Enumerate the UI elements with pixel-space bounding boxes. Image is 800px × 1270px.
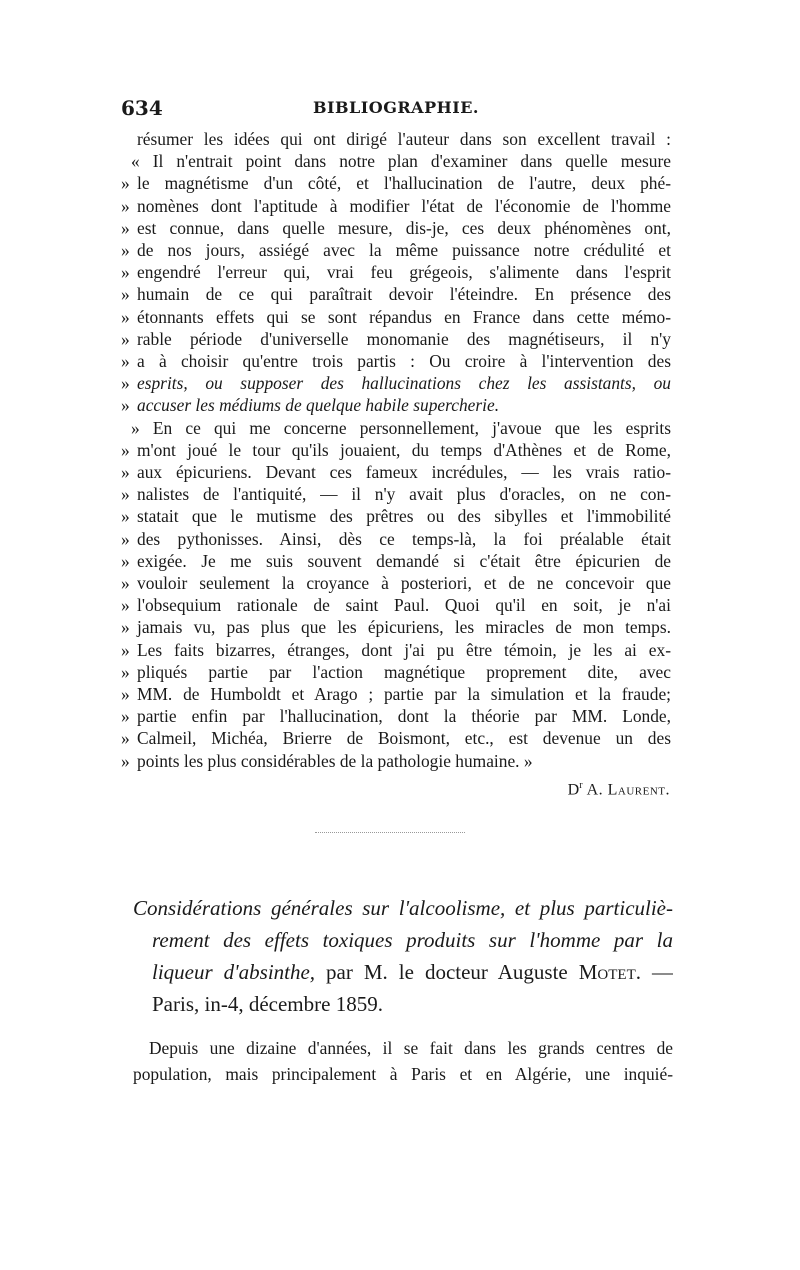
title-fragment: liqueur d'absinthe, (152, 960, 316, 984)
section-divider (315, 832, 465, 833)
title-fragment: . — (635, 960, 673, 984)
title-line (152, 957, 673, 988)
line-text: nomènes dont l'aptitude à modifier l'état de l'économie de l'homme (137, 195, 671, 216)
line-text: nalistes de l'antiquité, — il n'y avait plus d'oracles, on ne con- (137, 484, 671, 505)
text-line (121, 306, 671, 329)
line-text: l'obsequium rationale de saint Paul. Quoi qu'il en soit, je n'ai (137, 595, 671, 616)
page-header (121, 96, 671, 122)
line-text: le magnétisme d'un côté, et l'hallucination de l'autre, deux phé- (137, 173, 671, 194)
line-text: « Il n'entrait point dans notre plan d'examiner dans quelle mesure (131, 151, 671, 172)
text-line (121, 417, 671, 440)
text-line (121, 217, 671, 240)
text-line (121, 150, 671, 173)
title-fragment: Paris, in-4, décembre 1859. (152, 992, 383, 1016)
line-text: vouloir seulement la croyance à posteriori, et de ne concevoir que (137, 573, 671, 593)
title-line (133, 893, 673, 924)
quote-mark: » (121, 462, 130, 482)
quote-mark: » (121, 240, 130, 260)
quote-mark: » (121, 173, 130, 194)
text-line (121, 505, 671, 528)
quote-mark: » (121, 262, 130, 283)
text-line (121, 750, 671, 773)
line-text: MM. de Humboldt et Arago ; partie par la simulation et la fraude; (137, 684, 671, 704)
text-line (121, 128, 671, 151)
text-line (121, 483, 671, 506)
running-head: BIBLIOGRAPHIE. (313, 98, 479, 117)
line-text: pliqués partie par l'action magnétique proprement dite, avec (137, 661, 671, 682)
quote-mark: » (121, 195, 130, 216)
quote-mark: » (121, 550, 130, 571)
quote-mark: » (121, 595, 130, 616)
text-line (121, 172, 671, 195)
text-line (121, 727, 671, 750)
line-text: humain de ce qui paraîtrait devoir l'éteindre. En présence des (137, 284, 671, 305)
quote-mark: » (121, 684, 130, 704)
text-line (121, 572, 671, 595)
text-line (121, 328, 671, 351)
title-line (152, 989, 673, 1020)
text-line (121, 661, 671, 684)
line-text: partie enfin par l'hallucination, dont la théorie par MM. Londe, (137, 706, 671, 727)
line-text: des pythonisses. Ainsi, dès ce temps-là, la foi préalable était (137, 528, 671, 549)
quote-mark: » (121, 306, 130, 327)
quote-mark: » (121, 395, 130, 416)
text-line (121, 394, 671, 417)
quote-mark: » (121, 373, 130, 394)
quote-mark: » (121, 661, 130, 682)
line-text: Les faits bizarres, étranges, dont j'ai pu être témoin, je les ai ex- (137, 639, 671, 660)
quote-mark: » (121, 706, 130, 727)
line-text: engendré l'erreur qui, vrai feu grégeois, s'alimente dans l'esprit (137, 262, 671, 283)
text-line (121, 195, 671, 218)
text-line (121, 683, 671, 706)
text-line (121, 616, 671, 639)
quote-mark: » (121, 639, 130, 660)
quote-mark: » (121, 528, 130, 549)
text-line: Depuis une dizaine d'années, il se fait dans les grands centres de (149, 1038, 673, 1058)
text-line (121, 528, 671, 551)
author-signature: $D^r$ A. Laurent. (567, 780, 670, 799)
text-line (121, 283, 671, 306)
quote-mark: » (121, 750, 130, 771)
line-text: a à choisir qu'entre trois partis : Ou croire à l'intervention des (137, 351, 671, 371)
line-text: exigée. Je me suis souvent demandé si c'était être épicurien de (137, 550, 671, 571)
line-text: Calmeil, Michéa, Brierre de Boismont, etc., est devenue un des (137, 728, 671, 749)
quote-mark: » (121, 439, 130, 460)
text-line (121, 594, 671, 617)
text-line (121, 550, 671, 573)
line-text: esprits, ou supposer des hallucinations chez les assistants, ou (137, 373, 671, 394)
quote-mark: » (121, 484, 130, 505)
line-text: statait que le mutisme des prêtres ou des sibylles et l'immobilité (137, 506, 671, 527)
text-line (121, 350, 671, 373)
title-line (152, 925, 673, 956)
line-text: aux épicuriens. Devant ces fameux incrédules, — les vrais ratio- (137, 462, 671, 482)
title-fragment: Motet (578, 960, 636, 984)
title-fragment: rement des effets toxiques produits sur l'homme par la (152, 928, 673, 952)
line-text: accuser les médiums de quelque habile supercherie. (137, 395, 500, 416)
text-line (121, 639, 671, 662)
text-line (121, 372, 671, 395)
title-fragment: par M. le docteur Auguste (315, 960, 579, 984)
text-line (121, 439, 671, 462)
line-text: m'ont joué le tour qu'ils jouaient, du temps d'Athènes et de Rome, (137, 439, 671, 460)
line-text: points les plus considérables de la pathologie humaine. » (137, 750, 533, 771)
title-fragment: Considérations générales sur l'alcoolisme, et plus particuliè- (133, 896, 673, 920)
line-text: résumer les idées qui ont dirigé l'auteur dans son excellent travail : (137, 129, 671, 149)
quote-mark: » (121, 617, 130, 638)
text-line: population, mais principalement à Paris et en Algérie, une inquié- (133, 1064, 673, 1084)
line-text: de nos jours, assiégé avec la même puissance notre crédulité et (137, 240, 671, 260)
text-line (121, 461, 671, 484)
quote-mark: » (121, 506, 130, 527)
line-text: jamais vu, pas plus que les épicuriens, les miracles de mon temps. (137, 617, 671, 638)
page-number: 634 (121, 96, 163, 120)
line-text: » En ce qui me concerne personnellement, j'avoue que les esprits (131, 417, 671, 438)
line-text: rable période d'universelle monomanie des magnétiseurs, il n'y (137, 328, 671, 349)
quote-mark: » (121, 284, 130, 305)
text-line (121, 261, 671, 284)
text-line (121, 705, 671, 728)
quote-mark: » (121, 351, 130, 371)
line-text: est connue, dans quelle mesure, dis-je, ces deux phénomènes ont, (137, 217, 671, 238)
line-text: étonnants effets qui se sont répandus en France dans cette mémo- (137, 306, 671, 327)
quote-mark: » (121, 217, 130, 238)
quote-mark: » (121, 728, 130, 749)
text-line (121, 239, 671, 262)
quote-mark: » (121, 328, 130, 349)
quote-mark: » (121, 573, 130, 593)
